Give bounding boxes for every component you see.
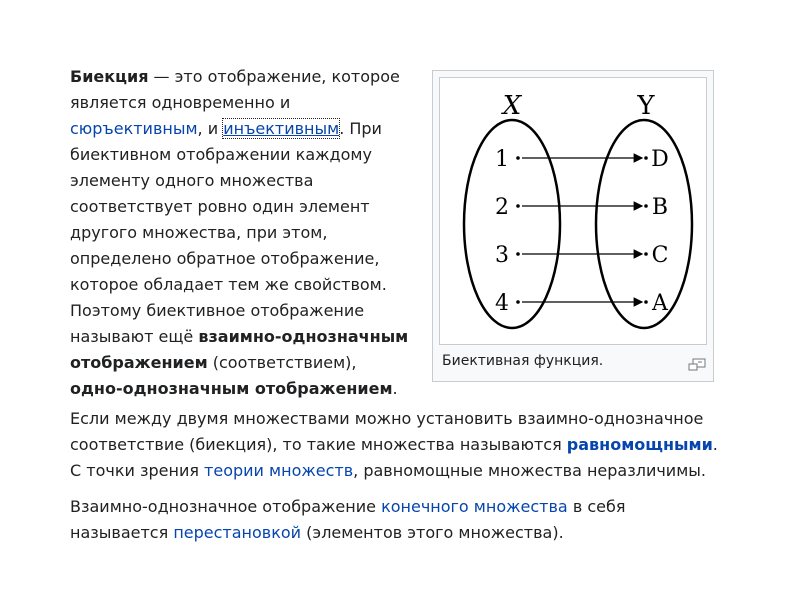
codomain-element: B [651, 195, 669, 220]
domain-element: 3 [495, 243, 509, 268]
set-x-ellipse [464, 120, 560, 328]
term-one-to-one: взаимно-однозначным отображением [70, 327, 409, 372]
magnify-clip-icon[interactable] [688, 357, 706, 371]
p3-text-1: Взаимно-однозначное отображение [70, 497, 382, 516]
paragraph-equinumerous [70, 406, 720, 484]
codomain-point [644, 204, 648, 208]
link-surjective[interactable]: сюръективным [70, 119, 198, 138]
figure-image[interactable] [439, 77, 707, 345]
domain-element: 4 [495, 291, 509, 316]
domain-point [516, 252, 520, 256]
codomain-point [644, 252, 648, 256]
domain-element: 2 [495, 195, 509, 220]
term-one-one: одно-однозначным отображением [70, 379, 393, 398]
codomain-element: A [652, 291, 668, 316]
codomain-element: C [651, 243, 669, 268]
p2-text-3: , равномощные множества неразличимы. [353, 461, 706, 480]
figure-frame [432, 70, 714, 382]
p3-text-2: в себя называется [70, 497, 626, 542]
p3-text-3: (элементов этого множества). [301, 523, 564, 542]
lede-paragraph [70, 64, 410, 402]
set-y-label: Y [637, 91, 655, 121]
link-permutation[interactable]: перестановкой [173, 523, 302, 542]
link-injective[interactable]: инъективным [223, 119, 340, 138]
set-y-ellipse [596, 120, 692, 328]
lede-text-3: . При биективном отображении каждому элементу одного множества соответствует ровно один элемент другого множества, при этом, определено обратное отображение, которое обладает тем же свойством. Поэтому биективное отображение называют ещё [70, 119, 387, 346]
link-set-theory[interactable]: теории множеств [204, 461, 354, 480]
domain-point [516, 300, 520, 304]
term-bijection: Биекция [70, 67, 149, 86]
lede-text-4: (соответствием), [207, 353, 357, 372]
domain-point [516, 156, 520, 160]
bijection-diagram [440, 78, 706, 344]
lede-text-1: — это отображение, которое является одновременно и [70, 67, 400, 112]
lede-text-5: . [392, 379, 398, 398]
figure-caption: Биективная функция. [442, 353, 604, 369]
p2-text-1: Если между двумя множествами можно установить взаимно-однозначное соответствие (биекция), то такие множества называются [70, 409, 704, 454]
domain-point [516, 204, 520, 208]
link-equinumerous[interactable]: равномощными [566, 435, 713, 454]
codomain-element: D [651, 147, 669, 172]
lede-text-2: , и [197, 119, 224, 138]
paragraph-permutation [70, 494, 720, 546]
link-finite-set[interactable]: конечного множества [381, 497, 568, 516]
codomain-point [644, 300, 648, 304]
p2-text-2: . С точки зрения [70, 435, 718, 480]
domain-element: 1 [495, 147, 509, 172]
set-x-label: X [502, 91, 522, 121]
codomain-point [644, 156, 648, 160]
